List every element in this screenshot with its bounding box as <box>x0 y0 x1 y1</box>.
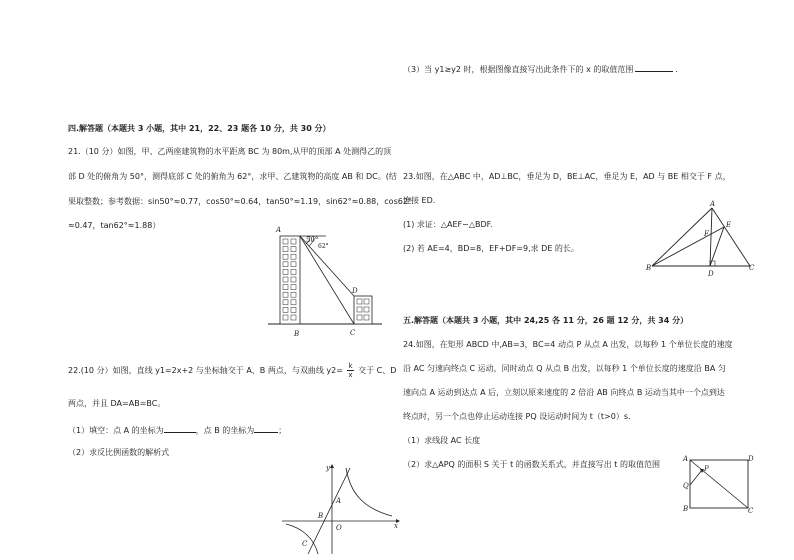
q22-fill-B-label: ，点 B 的坐标为 <box>195 426 255 435</box>
q21-label-A: A <box>276 226 282 234</box>
q24-line1: 24.如图，在矩形 ABCD 中,AB=3，BC=4 动点 P 从点 A 出发，以每秒 1 个单位长度的速度 <box>403 340 733 349</box>
q21-figure <box>266 226 386 344</box>
section4-title: 四.解答题（本题共 3 小题，其中 21，22、23 题各 10 分，共 30 分） <box>68 124 331 133</box>
q22-line1 <box>68 362 396 379</box>
q22-fill-end: ； <box>278 426 287 435</box>
q23-line2: 连接 ED. <box>403 196 436 205</box>
q22-figure <box>280 462 402 556</box>
q24-line2: 沿 AC 匀速向终点 C 运动，同时动点 Q 从点 B 出发，以每秒 1 个单位长度的速度沿 BA 匀 <box>403 364 726 373</box>
q22-line1-text: 22.(10 分）如图，直线 y1=2x+2 与坐标轴交于 A、B 两点，与双曲线 y2= <box>68 366 343 375</box>
q23-line4: (2) 若 AE=4，BD=8，EF+DF=9,求 DE 的长。 <box>403 244 579 253</box>
q24-sub2: （2）求△APQ 的面积 S 关于 t 的函数关系式，并直接写出 t 的取值范围 <box>403 460 660 469</box>
q22-label-y: y <box>326 464 330 472</box>
q22-label-A: A <box>336 497 342 505</box>
q22-blank-A[interactable] <box>164 424 196 433</box>
q24-label-P: P <box>704 465 709 473</box>
q21-part3-blank[interactable] <box>635 63 673 72</box>
q22-label-O: O <box>336 524 342 532</box>
q22-blank-B[interactable] <box>254 424 278 433</box>
q24-label-D: D <box>748 455 754 463</box>
q22-frac-den: x <box>348 371 353 379</box>
q24-label-A: A <box>683 455 689 463</box>
q21-line4: ≈0.47，tan62°≈1.88） <box>68 221 161 230</box>
q23-label-E: E <box>726 221 732 229</box>
q21-line1: 21.（10 分）如图，甲、乙两座建筑物的水平距离 BC 为 80m,从甲的顶部 A 处测得乙的顶 <box>68 147 392 156</box>
q22-frac-num: k <box>348 362 353 370</box>
q24-label-C: C <box>748 507 754 515</box>
q22-label-C: C <box>302 540 308 548</box>
q23-line1: 23.如图，在△ABC 中，AD⊥BC，垂足为 D，BE⊥AC，垂足为 E，AD 与 BE 相交于 F 点， <box>403 172 731 181</box>
q22-line2: 两点，并且 DA=AB=BC。 <box>68 399 166 408</box>
q21-angle-62: 62° <box>318 243 329 250</box>
q21-angle-50: 50° <box>306 236 319 244</box>
q21-label-C: C <box>350 329 356 337</box>
q24-label-Q: Q <box>683 482 689 490</box>
q24-sub1: （1）求线段 AC 长度 <box>403 436 481 445</box>
q23-figure <box>646 200 758 280</box>
q22-line4: （2）求反比例函数的解析式 <box>68 448 170 457</box>
q24-figure <box>680 455 756 515</box>
q22-fraction <box>347 362 353 379</box>
q24-line3: 速向点 A 运动到达点 A 后，立刻以原来速度的 2 倍沿 AB 向终点 B 运动当其中一个点到达 <box>403 388 725 397</box>
q23-label-A: A <box>710 200 716 208</box>
q23-label-B: B <box>646 264 652 272</box>
q23-line3: (1) 求证：△AEF∽△BDF. <box>403 220 493 229</box>
q24-line4: 终点时，另一个点也停止运动连接 PQ 设运动时间为 t（t>0）s. <box>403 412 631 421</box>
q21-label-B: B <box>294 330 300 338</box>
q24-label-B: B <box>683 505 689 513</box>
q23-label-D: D <box>708 270 714 278</box>
q21-part3-end: . <box>675 65 678 74</box>
q21-label-D: D <box>352 287 358 295</box>
q22-line1-tail: 交于 C、D <box>358 366 397 375</box>
q22-fill-A-label: （1）填空：点 A 的坐标为 <box>68 426 164 435</box>
section5-title: 五.解答题（本题共 3 小题，其中 24,25 各 11 分，26 题 12 分，共 34 分） <box>403 316 689 325</box>
q22-label-B: B <box>318 512 324 520</box>
q23-label-C: C <box>749 264 755 272</box>
q21-part3-text: （3）当 y1≥y2 时，根据图像直接写出此条件下的 x 的取值范围 <box>403 65 634 74</box>
q22-line3 <box>68 424 286 436</box>
q23-label-F: F <box>704 230 709 238</box>
q21-line3: 果取整数；参考数据：sin50°≈0.77，cos50°≈0.64，tan50°≈1.19，sin62°≈0.88，cos62° <box>68 197 412 206</box>
q22-label-x: x <box>394 522 398 530</box>
q21-line2: 部 D 处的俯角为 50°，测得底部 C 处的俯角为 62°，求甲、乙建筑物的高度 AB 和 DC。(结 <box>68 172 397 181</box>
q21-part3 <box>403 63 678 75</box>
